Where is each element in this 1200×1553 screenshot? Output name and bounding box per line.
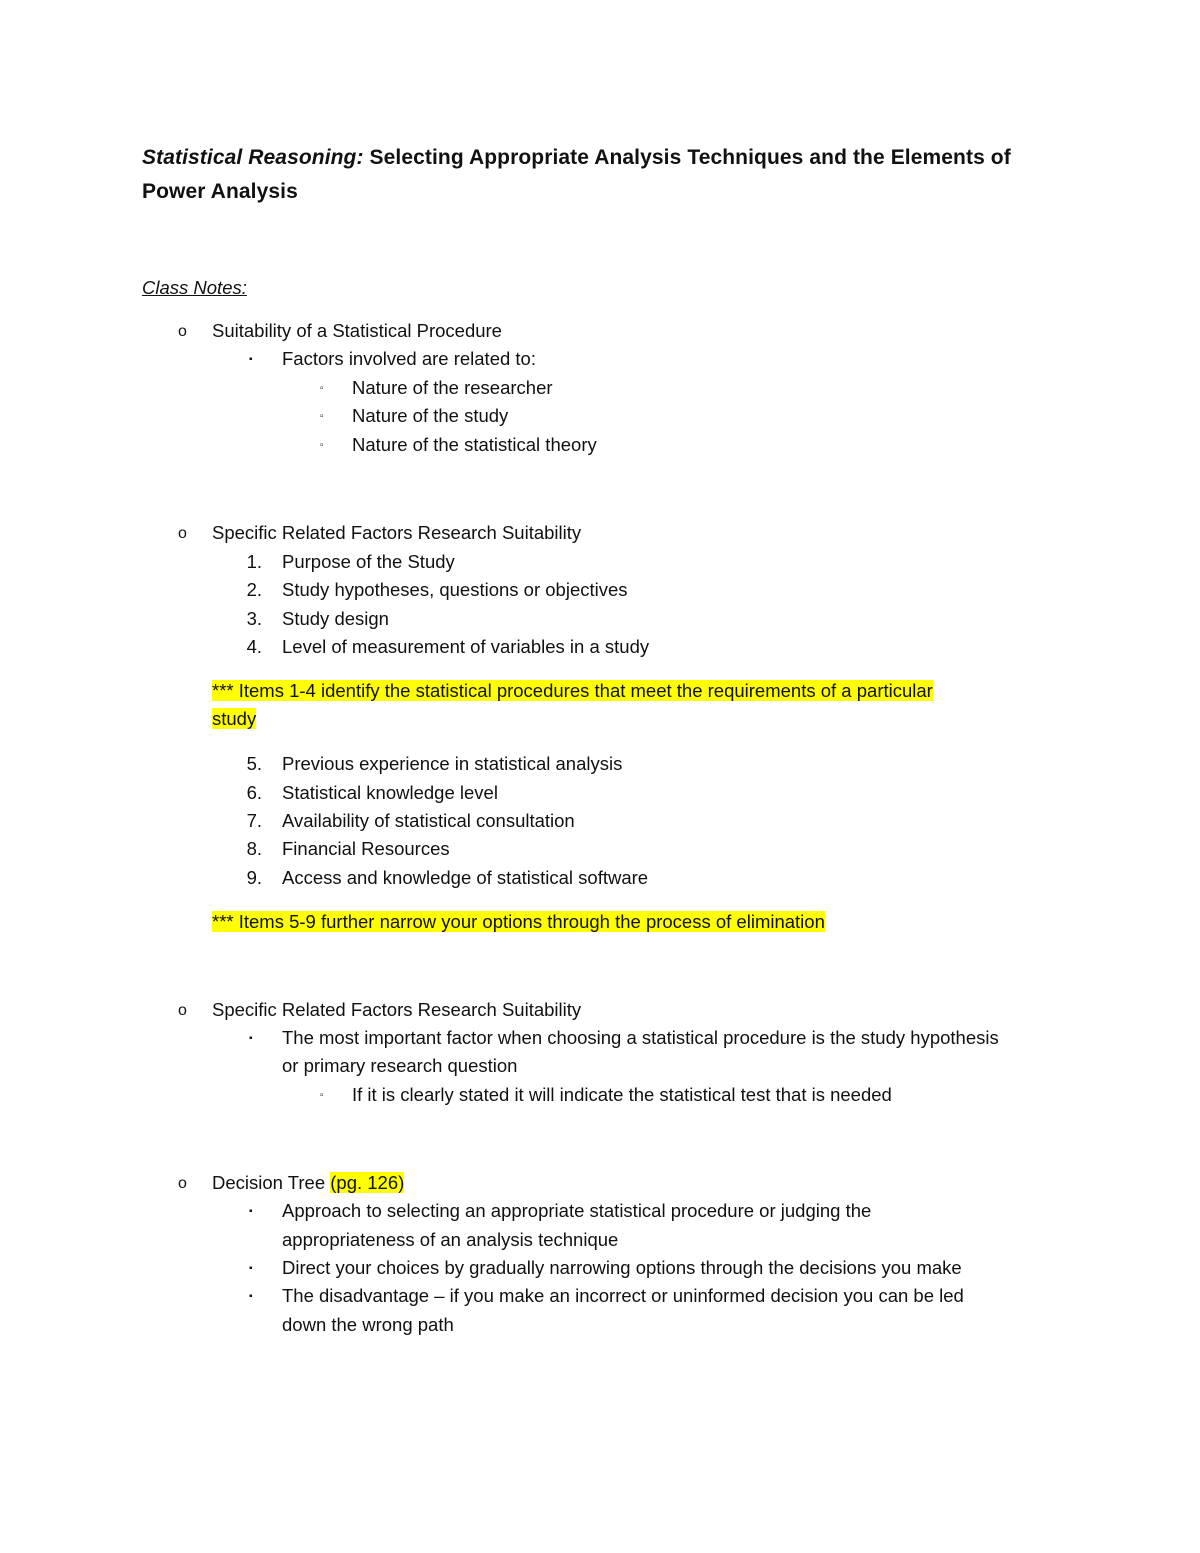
page-reference: (pg. 126) [330, 1172, 405, 1193]
section3-heading: Specific Related Factors Research Suitability [212, 999, 582, 1020]
section4-b1-line2: appropriateness of an analysis technique [282, 1229, 619, 1250]
hollow-square-bullet-icon: ▫ [320, 383, 324, 394]
square-bullet-icon: ▪ [249, 354, 253, 365]
list-item: Availability of statistical consultation [282, 810, 575, 831]
bullet-o-icon: o [178, 1002, 187, 1019]
section2-heading: Specific Related Factors Research Suitability [212, 522, 582, 543]
list-number: 4. [246, 636, 262, 657]
section4-b1-line1: Approach to selecting an appropriate statistical procedure or judging the [282, 1200, 872, 1221]
list-number: 7. [246, 810, 262, 831]
list-number: 8. [246, 838, 262, 859]
list-item: Previous experience in statistical analysis [282, 753, 623, 774]
bullet-o-icon: o [178, 323, 187, 340]
document-title-line2: Power Analysis [142, 180, 298, 203]
list-item: Purpose of the Study [282, 551, 455, 572]
highlighted-note-cont [212, 707, 256, 731]
section4-b3-line2: down the wrong path [282, 1314, 454, 1335]
square-bullet-icon: ▪ [249, 1033, 253, 1044]
square-bullet-icon: ▪ [249, 1206, 253, 1217]
list-item: Access and knowledge of statistical software [282, 867, 649, 888]
square-bullet-icon: ▪ [249, 1263, 253, 1274]
list-item: Study design [282, 608, 389, 629]
note-a-line1: *** Items 1-4 identify the statistical procedures that meet the requirements of a particular [212, 680, 933, 701]
section4-heading [212, 1171, 404, 1195]
list-item: Nature of the study [352, 405, 509, 426]
class-notes-label: Class Notes: [142, 277, 247, 298]
section1-heading: Suitability of a Statistical Procedure [212, 320, 502, 341]
list-number: 9. [246, 867, 262, 888]
section1-sub: Factors involved are related to: [282, 348, 536, 369]
list-item: Financial Resources [282, 838, 450, 859]
list-item: Statistical knowledge level [282, 782, 498, 803]
note-b: *** Items 5-9 further narrow your options through the process of elimination [212, 911, 825, 932]
hollow-square-bullet-icon: ▫ [320, 411, 324, 422]
list-number: 1. [246, 551, 262, 572]
section3-subsub: If it is clearly stated it will indicate the statistical test that is needed [352, 1084, 892, 1105]
title-rest: Selecting Appropriate Analysis Techniques and the Elements of [363, 146, 1011, 169]
section3-sub-line1: The most important factor when choosing a statistical procedure is the study hypothesis [282, 1027, 999, 1048]
bullet-o-icon: o [178, 525, 187, 542]
list-number: 2. [246, 579, 262, 600]
section4-heading-text: Decision Tree [212, 1172, 331, 1193]
list-item: Nature of the researcher [352, 377, 553, 398]
section4-b2: Direct your choices by gradually narrowing options through the decisions you make [282, 1257, 962, 1278]
bullet-o-icon: o [178, 1175, 187, 1192]
list-item: Nature of the statistical theory [352, 434, 597, 455]
highlighted-note [212, 910, 825, 934]
note-a-line2: study [212, 708, 257, 729]
square-bullet-icon: ▪ [249, 1291, 253, 1302]
section4-b3-line1: The disadvantage – if you make an incorrect or uninformed decision you can be led [282, 1285, 964, 1306]
list-number: 3. [246, 608, 262, 629]
section3-sub-line2: or primary research question [282, 1055, 518, 1076]
highlighted-note [212, 679, 933, 703]
title-italic: Statistical Reasoning: [142, 146, 364, 169]
document-title [142, 146, 1011, 170]
hollow-square-bullet-icon: ▫ [320, 1090, 324, 1101]
hollow-square-bullet-icon: ▫ [320, 440, 324, 451]
list-item: Study hypotheses, questions or objectives [282, 579, 628, 600]
list-number: 5. [246, 753, 262, 774]
list-number: 6. [246, 782, 262, 803]
list-item: Level of measurement of variables in a study [282, 636, 650, 657]
